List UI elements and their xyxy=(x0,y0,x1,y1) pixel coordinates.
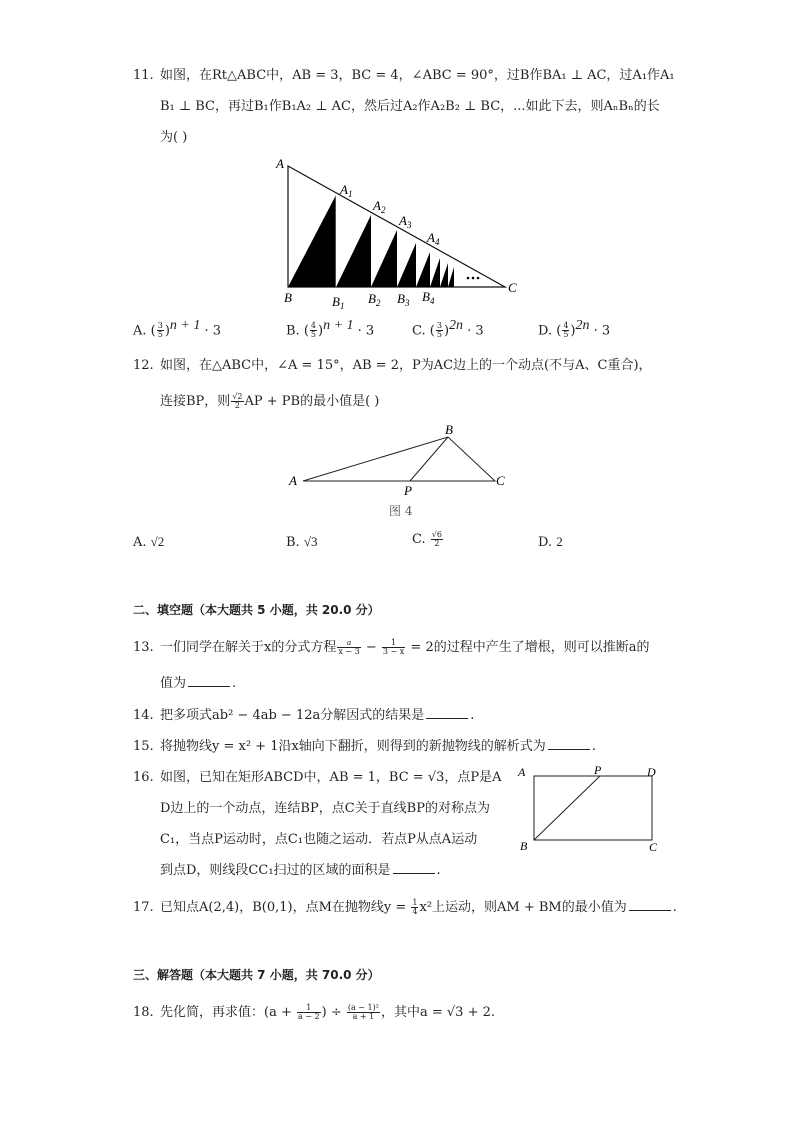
q16-line-2: D边上的一个动点，连结BP，点C关于直线BP的对称点为 xyxy=(160,801,490,816)
q15-answer-blank[interactable] xyxy=(548,737,590,750)
q11-choice-c[interactable]: C. ( $\frac{3}{5}$ )$^{2n}$ · 3 xyxy=(412,318,484,340)
q16-answer-blank[interactable] xyxy=(393,861,435,874)
q14-answer-blank[interactable] xyxy=(426,706,468,719)
section-3-heading: 三、解答题（本大题共 7 小题，共 70.0 分） xyxy=(133,968,380,982)
q11-triangle-figure xyxy=(270,150,530,310)
q17-number: 17. xyxy=(133,900,154,915)
q16-line-3: C₁，当点P运动时，点C₁也随之运动．若点P从点A运动 xyxy=(160,832,478,847)
q15-number: 15. xyxy=(133,739,154,754)
q12-number: 12. xyxy=(133,358,154,373)
q13-line-2: 值为 . xyxy=(160,676,237,691)
label-B: B xyxy=(520,839,528,853)
q12-triangle-figure xyxy=(285,420,515,525)
q16-line-1: 如图，已知在矩形ABCD中，AB = 1，BC = √3，点P是A xyxy=(160,770,502,785)
q13-line-1: 一们同学在解关于x的分式方程 $\frac{a}{x - 3}$ − $\frac{1}{3 - x}$ = 2的过程中产生了增根，则可以推断a的 xyxy=(160,638,650,656)
q13-number: 13. xyxy=(133,640,154,655)
label-A1: $A_1$ xyxy=(340,182,353,199)
label-A: A xyxy=(518,765,526,779)
q14-number: 14. xyxy=(133,708,154,723)
q13-answer-blank[interactable] xyxy=(188,674,230,687)
q12-choice-d[interactable]: D. 2 xyxy=(538,534,563,550)
label-A: A xyxy=(276,156,284,171)
label-P: P xyxy=(404,483,412,498)
label-B: B xyxy=(284,290,292,305)
q11-choice-a[interactable]: A. ( $\frac{3}{5}$ )$^{n + 1}$ · 3 xyxy=(133,318,222,340)
label-B2: $B_2$ xyxy=(368,291,381,308)
q17-text: 已知点A(2,4)，B(0,1)，点M在抛物线y = $\frac{1}{4}$ x²上运动，则AM + BM的最小值为 . xyxy=(160,898,677,916)
q18-number: 18. xyxy=(133,1005,154,1020)
q16-line-4: 到点D，则线段CC₁扫过的区域的面积是 . xyxy=(160,863,441,878)
q14-text: 把多项式ab² − 4ab − 12a分解因式的结果是 . xyxy=(160,708,475,723)
label-C: C xyxy=(649,840,658,854)
q16-rectangle-figure xyxy=(512,762,672,857)
q16-number: 16. xyxy=(133,770,154,785)
q12-choice-c[interactable]: C. $\frac{√6}{2}$ xyxy=(412,530,442,548)
q18-text: 先化简，再求值：(a + $\frac{1}{a - 2}$ ) ÷ $\frac{\text{(a − 1)²}}{a + 1}$ ，其中a = √3 + 2. xyxy=(160,1003,496,1021)
q15-text: 将抛物线y = x² + 1沿x轴向下翻折，则得到的新抛物线的解析式为 . xyxy=(160,739,596,754)
label-D: D xyxy=(647,765,656,779)
label-A2: $A_2$ xyxy=(373,198,386,215)
label-B: B xyxy=(445,422,453,437)
q11-choice-b[interactable]: B. ( $\frac{4}{5}$ )$^{n + 1}$ · 3 xyxy=(286,318,375,340)
section-2-heading: 二、填空题（本大题共 5 小题，共 20.0 分） xyxy=(133,603,380,617)
q12-line-2: 连接BP，则 $\frac{√2}{2}$ AP + PB的最小值是( ) xyxy=(160,392,380,410)
label-A3: $A_3$ xyxy=(399,213,412,230)
q11-line-3: 为( ) xyxy=(160,130,188,145)
q17-answer-blank[interactable] xyxy=(629,898,671,911)
q12-choice-b[interactable]: B. √3 xyxy=(286,534,318,550)
label-B3: $B_3$ xyxy=(397,291,410,308)
label-A4: $A_4$ xyxy=(427,230,440,247)
q11-line-2: B₁ ⊥ BC，再过B₁作B₁A₂ ⊥ AC，然后过A₂作A₂B₂ ⊥ BC，...如此下去，则AₙBₙ的长 xyxy=(160,99,660,114)
q12-line-1: 如图，在△ABC中，∠A = 15°，AB = 2，P为AC边上的一个动点(不与A、C重合)， xyxy=(160,358,652,373)
q12-choice-a[interactable]: A. √2 xyxy=(133,534,165,550)
q11-number: 11. xyxy=(133,68,154,83)
label-A: A xyxy=(289,473,297,488)
label-C: C xyxy=(508,280,517,295)
q11-line-1: 如图，在Rt△ABC中，AB = 3，BC = 4，∠ABC = 90°，过B作BA₁ ⊥ AC，过A₁作A₁ xyxy=(160,68,675,83)
figure-caption: 图 4 xyxy=(389,504,413,518)
label-P: P xyxy=(594,763,602,777)
label-B1: $B_1$ xyxy=(332,294,345,310)
label-B4: $B_4$ xyxy=(422,289,435,306)
q11-choice-d[interactable]: D. ( $\frac{4}{5}$ )$^{2n}$ · 3 xyxy=(538,318,611,340)
label-C: C xyxy=(496,473,505,488)
